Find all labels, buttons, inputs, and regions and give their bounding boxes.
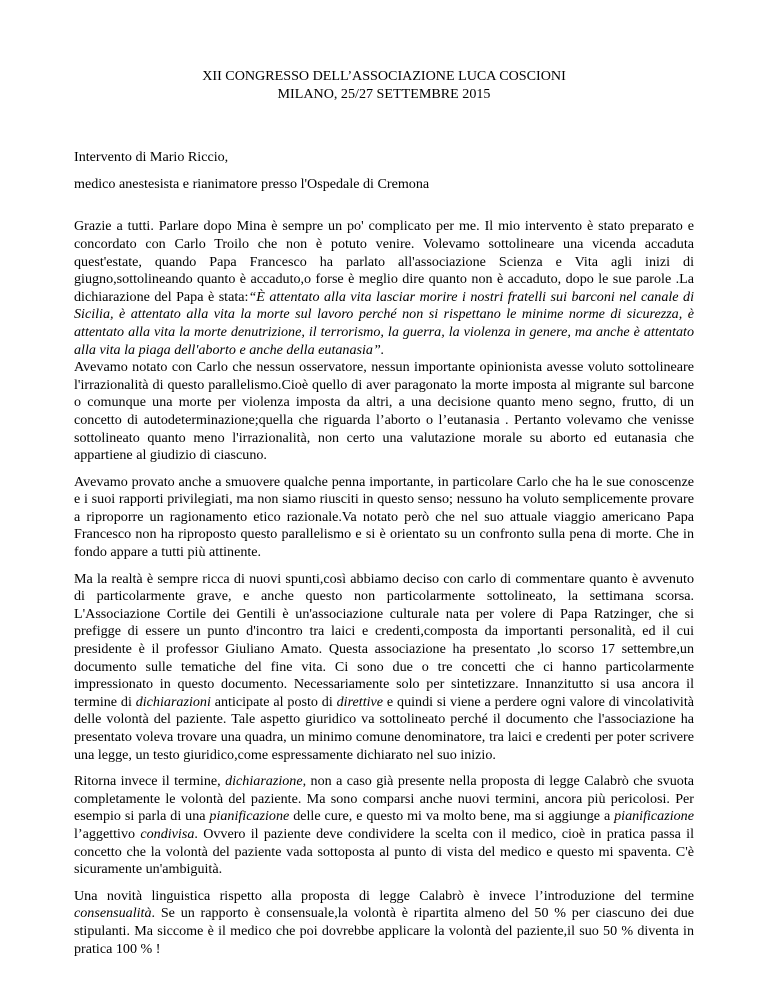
paragraph-3: Avevamo provato anche a smuovere qualche penna importante, in particolare Carlo che ha le sue conoscenze e i suoi rapporti privilegiati, ma non siamo riusciti in questo senso; nessuno ha voluto semplicemente provare a riproporre un ragionamento etico razionale.Va notato però che nel suo attuale viaggio americano Papa Francesco non ha riproposto questo parallelismo e si è orientato su un confronto sulla pena di morte. Che in fondo appare a tutti più attinente. [74,473,694,561]
term-dichiarazione: dichiarazione [225,773,303,790]
congress-title: XII CONGRESSO DELL’ASSOCIAZIONE LUCA COSCIONI [202,68,566,84]
speaker-intro [74,149,694,193]
speech-body [74,218,694,958]
paragraph-5-text-a: Ritorna invece il termine, [74,773,226,790]
paragraph-4-text-c: e quindi si viene a perdere ogni valore di vincolatività delle volontà del paziente. Tale aspetto giuridico va sottolineato perché il documento che l'associazione ha presentato voleva trovare una quadra, un minimo comune denominatore, tra laici e credenti per poter scrivere una legge, un testo giuridico,come espressamente dichiarato nel suo inizio. [74,693,694,763]
term-condivisa: condivisa [140,825,195,842]
paragraph-6 [74,888,694,958]
paragraph-5-text-d: l’aggettivo [74,825,141,842]
term-direttive: direttive [336,693,384,710]
paragraph-2: Avevamo notato con Carlo che nessun osservatore, nessun importante opinionista avesse voluto sottolineare l'irrazionalità di questo parallelismo.Cioè quello di aver paragonato la morte imposta al migrante sul barcone o comunque una morte per violenza imposta da altri, a una decisione quanto meno segno, frutto, di un concetto di autodeterminazione;quella che riguarda l’aborto o l’eutanasia . Pertanto volevamo che venisse sottolineato quanto meno l'irrazionalità, non certo una valutazione morale su aborto ed eutanasia che appartiene al giudizio di ciascuno. [74,359,694,464]
paragraph-4 [74,571,694,765]
document-header [74,68,694,103]
congress-location-date: MILANO, 25/27 SETTEMBRE 2015 [277,85,491,102]
paragraph-1 [74,218,694,359]
term-pianificazione: pianificazione [209,808,290,825]
paragraph-5-text-b: , non a caso già presente nella proposta di legge Calabrò che svuota completamente le volontà del paziente. Ma sono comparsi anche nuovi termini, ancora più pericolosi. Per esempio si parla di una [74,773,695,825]
paragraph-5-text-c: delle cure, e questo mi va molto bene, ma si aggiunge a [289,808,615,825]
term-dichiarazioni: dichiarazioni [135,693,211,710]
paragraph-5-text-e: . Ovvero il paziente deve condividere la scelta con il medico, cioè in pratica passa il concetto che la volontà del paziente vada sottoposta al punto di vista del medico e questo mi spaventa. C'è sicuramente un'ambiguità. [74,825,695,878]
paragraph-1-text: Grazie a tutti. Parlare dopo Mina è sempre un po' complicato per me. Il mio intervento è stato preparato e concordato con Carlo Troilo che non è potuto venire. Volevamo sottolineare una vicenda accaduta quest'estate, quando Papa Francesco ha parlato all'associazione Scienza e Vita agli inizi di giugno,sottolineando quanto è accaduto,o forse è meglio dire quanto non è accaduto, dopo le sue parole .La dichiarazione del Papa è stata: [74,218,694,305]
speaker-role: medico anestesista e rianimatore presso l'Ospedale di Cremona [74,175,430,192]
pope-quote: “È attentato alla vita lasciar morire i nostri fratelli sui barconi nel canale di Sicilia, è attentato alla vita la morte sul lavoro perché non si rispettano le minime norme di sicurezza, è attentato alla vita la morte denutrizione, il terrorismo, la guerra, la violenza in genere, ma anche è attentato alla vita la piaga dell'aborto e anche della eutanasia”. [74,288,694,358]
paragraph-4-text-a: Ma la realtà è sempre ricca di nuovi spunti,così abbiamo deciso con carlo di commentare quanto è avvenuto di particolarmente grave, e anche questo non particolarmente sottolineato, la settimana scorsa. L'Associazione Cortile dei Gentili è un'associazione culturale nata per volere di Papa Ratzinger, che si prefigge di essere un punto d'incontro tra laici e credenti,composta da importanti personalità, ed il cui presidente è il professor Giuliano Amato. Questa associazione ha presentato ,lo scorso 17 settembre,un documento sulle tematiche del fine vita. Ci sono due o tre concetti che ci hanno particolarmente impressionato in questo documento. Necessariamente solo per sintetizzare. Innanzitutto si usa ancora il termine di [74,570,694,710]
speaker-name: Intervento di Mario Riccio, [74,149,229,166]
paragraph-6-text-b: . Se un rapporto è consensuale,la volontà è ripartita almeno del 50 % per ciascuno dei due stipulanti. Ma siccome è il medico che poi dovrebbe applicare la volontà del paziente,il suo 50 % diventa in pratica 100 % ! [74,905,694,957]
term-consensualita: consensualità [74,905,152,922]
paragraph-6-text-a: Una novità linguistica rispetto alla proposta di legge Calabrò è invece l’introduzione del termine [74,887,694,904]
paragraph-4-text-b: anticipate al posto di [210,693,337,710]
paragraph-5 [74,773,694,879]
term-pianificazione-2: pianificazione [614,808,694,825]
